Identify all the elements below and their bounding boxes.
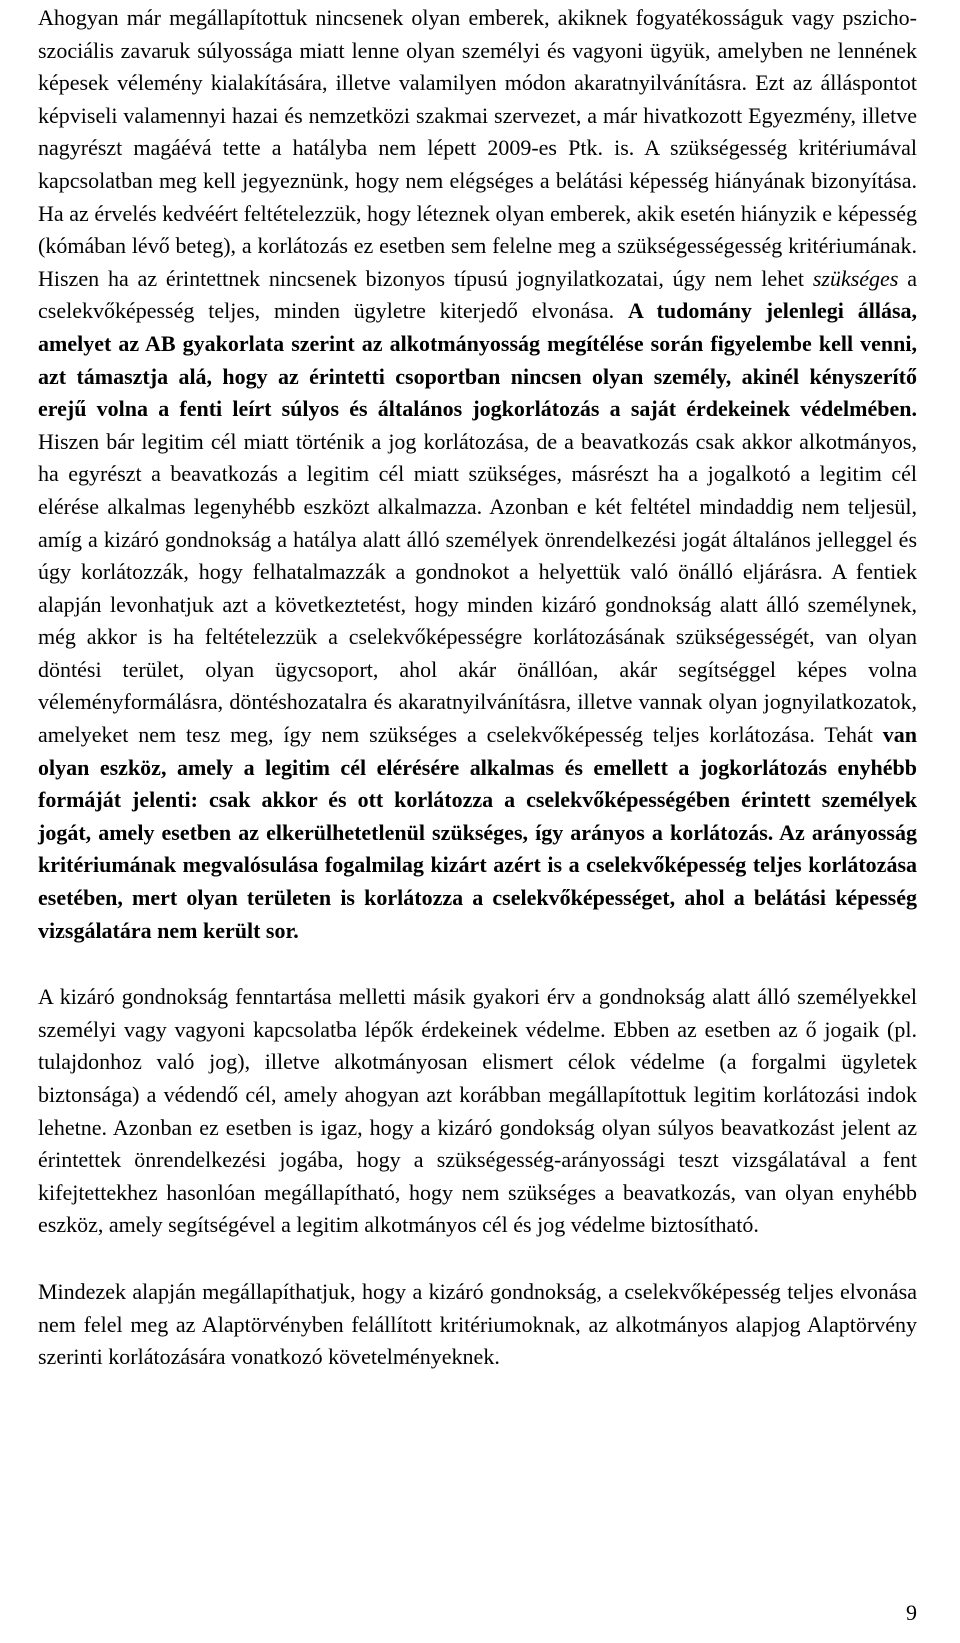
- paragraph-1: [38, 2, 917, 947]
- paragraph-1-text: Ahogyan már megállapítottuk nincsenek olyan emberek, akiknek fogyatékosságuk vagy pszicho-szociális zavaruk súlyossága miatt lenne olyan személyi és vagyoni ügyük, amelyben ne lennének képesek vélemény kialakítására, illetve valamilyen módon akaratnyilvánításra. Ezt az álláspontot képviseli valamennyi hazai és nemzetközi szakmai szervezet, a már hivatkozott Egyezmény, illetve nagyrészt magáévá tette a hatályba nem lépett 2009-es Ptk. is. A szükségesség kritériumával kapcsolatban meg kell jegyeznünk, hogy nem elégséges a belátási képesség hiányának bizonyítása. Ha az érvelés kedvéért feltételezzük, hogy léteznek olyan emberek, akik esetén hiányzik e képesség (kómában lévő beteg), a korlátozás ez esetben sem felelne meg a szükségességesség kritériumának. Hiszen ha az érintettnek nincsenek bizonyos típusú jognyilatkozatai, úgy nem lehet: [38, 5, 917, 291]
- paragraph-2: [38, 981, 917, 1242]
- bold-statement-eszkoz: van olyan eszköz, amely a legitim cél elérésére alkalmas és emellett a jogkorlátozás enyhébb formáját jelenti: csak akkor és ott korlátozza a cselekvőképességében érintett személyek jogát, amely esetben az elkerülhetetlenül szükséges, így arányos a korlátozás. Az arányosság kritériumának megvalósulása fogalmilag kizárt azért is a cselekvőképesség teljes korlátozása esetében, mert olyan területen is korlátozza a cselekvőképességet, ahol a belátási képesség vizsgálatára nem került sor.: [38, 722, 917, 943]
- bold-statement-tudomany: A tudomány jelenlegi állása, amelyet az AB gyakorlata szerint az alkotmányosság megítélése során figyelembe kell venni, azt támasztja alá, hogy az érintetti csoportban nincsen olyan személy, akinél kényszerítő erejű volna a fenti leírt súlyos és általános jogkorlátozás a saját érdekeinek védelmében.: [38, 298, 918, 422]
- paragraph-1-text: a cselekvőképesség teljes, minden ügyletre kiterjedő elvonása.: [38, 265, 918, 324]
- page-number: 9: [906, 1600, 917, 1625]
- paragraph-3: [38, 1276, 917, 1374]
- paragraph-2-text: A kizáró gondnokság fenntartása melletti másik gyakori érv a gondnokság alatt álló személyekkel személyi vagy vagyoni kapcsolatba lépők érdekeinek védelme. Ebben az esetben az ő jogaik (pl. tulajdonhoz való jog), illetve alkotmányosan elismert célok védelme (a forgalmi ügyletek biztonsága) a védendő cél, amely ahogyan azt korábban megállapítottuk legitim korlátozási indok lehetne. Azonban ez esetben is igaz, hogy a kizáró gondokság olyan súlyos beavatkozást jelent az érintettek önrendelkezési jogába, hogy a szükségesség-arányossági teszt vizsgálatával a fent kifejtettekhez hasonlóan megállapítható, hogy nem szükséges a beavatkozás, van olyan enyhébb eszköz, amely segítségével a legitim alkotmányos cél és jog védelme biztosítható.: [38, 984, 917, 1238]
- emphasis-szukseges: szükséges: [812, 265, 899, 291]
- paragraph-3-text: Mindezek alapján megállapíthatjuk, hogy a kizáró gondnokság, a cselekvőképesség teljes elvonása nem felel meg az Alaptörvényben felállított kritériumoknak, az alkotmányos alapjog Alaptörvény szerinti korlátozására vonatkozó követelményeknek.: [38, 1278, 917, 1370]
- paragraph-1-text: Hiszen bár legitim cél miatt történik a jog korlátozása, de a beavatkozás csak akkor alkotmányos, ha egyrészt a beavatkozás a legitim cél miatt szükséges, másrészt ha a jogalkotó a legitim cél elérése alkalmas legenyhébb eszközt alkalmazza. Azonban e két feltétel mindaddig nem teljesül, amíg a kizáró gondnokság a hatálya alatt álló személyek önrendelkezési jogát általános jelleggel és úgy korlátozzák, hogy felhatalmazzák a gondnokot a helyettük való önálló eljárásra. A fentiek alapján levonhatjuk azt a következtetést, hogy minden kizáró gondnokság alatt álló személynek, még akkor is ha feltételezzük a cselekvőképességre korlátozásának szükségességét, van olyan döntési terület, olyan ügycsoport, ahol akár önállóan, akár segítséggel képes volna véleményformálásra, döntéshozatalra és akaratnyilvánításra, illetve vannak olyan jognyilatkozatok, amelyeket nem tesz meg, így nem szükséges a cselekvőképesség teljes korlátozása. Tehát: [38, 428, 917, 748]
